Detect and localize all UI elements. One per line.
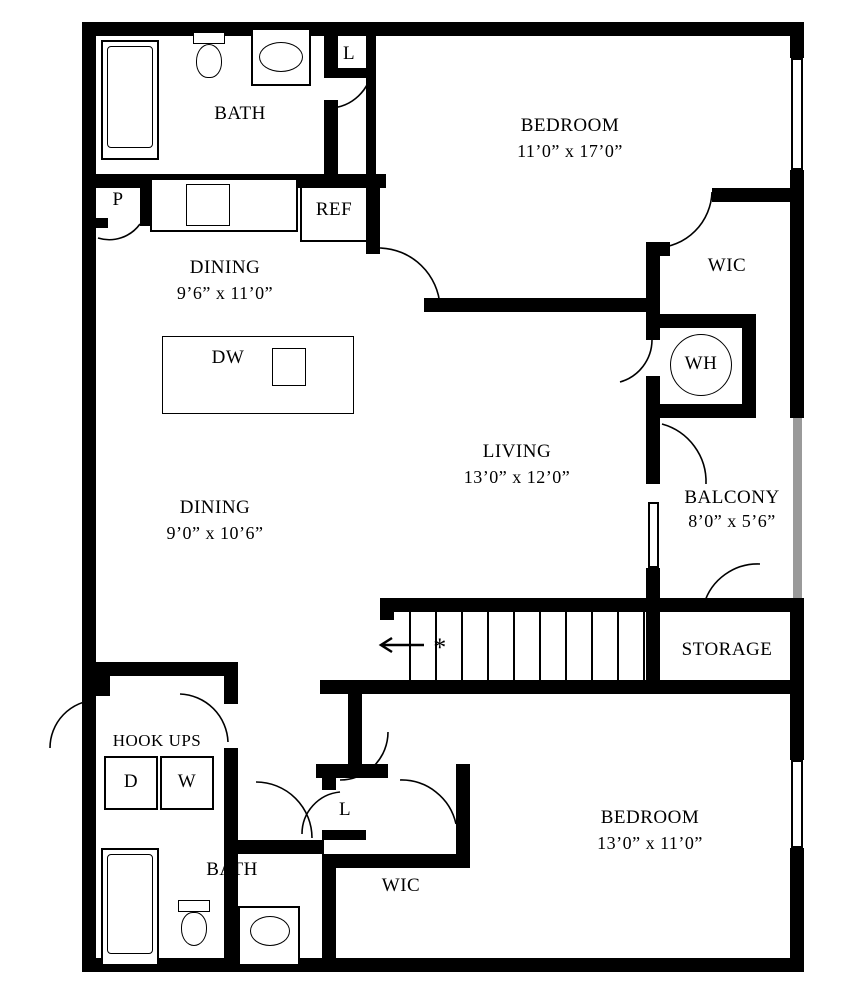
wall-living-top — [424, 298, 660, 312]
wall-balcony-bottom — [646, 598, 804, 612]
wall-hookups-top — [96, 662, 238, 676]
wall-bedroom-top-left — [366, 78, 376, 174]
bathtub-top-inner — [107, 46, 153, 148]
label-refrigerator: REF — [315, 199, 353, 220]
label-dining-lower-dim: 9’0” x 10’6” — [166, 523, 264, 543]
wall-bath-top-right-lower — [324, 100, 338, 180]
label-linen-top: L — [342, 43, 356, 64]
wall-hookups-left-door — [96, 662, 110, 696]
wall-stairs-left — [380, 598, 394, 620]
wall-pantry-bottom — [96, 218, 108, 228]
bathtub-bottom-inner — [107, 854, 153, 954]
label-balcony: BALCONY — [684, 487, 780, 508]
wall-wh-bottom — [646, 404, 756, 418]
wall-ref-right — [366, 174, 380, 188]
label-bedroom-top: BEDROOM — [520, 115, 620, 136]
label-dishwasher: DW — [211, 347, 245, 368]
wall-exterior-right-mid — [790, 170, 804, 418]
label-bath-bottom: BATH — [206, 859, 258, 880]
wall-bath-bottom-top — [238, 840, 324, 854]
label-hookups: HOOK UPS — [112, 731, 202, 750]
wall-exterior-right-bottom — [790, 848, 804, 972]
wall-wh-left — [646, 314, 660, 340]
wall-pantry-right — [140, 174, 150, 226]
wall-balcony-left-upper — [646, 418, 660, 484]
label-bedroom-bottom-dim: 13’0” x 11’0” — [597, 833, 703, 853]
label-bedroom-bottom: BEDROOM — [600, 807, 700, 828]
window-bedroom-bottom — [791, 760, 803, 848]
wall-exterior-right-lower — [790, 598, 804, 760]
label-wic-top: WIC — [707, 255, 747, 276]
window-bedroom-top — [791, 58, 803, 170]
wall-wic-top-corner — [646, 242, 670, 256]
dishwasher-island — [162, 336, 354, 414]
window-balcony-door — [648, 502, 659, 568]
wall-exterior-left — [82, 22, 96, 972]
wall-balcony-left-lower — [646, 568, 660, 602]
wall-linen-top-bottom — [324, 68, 372, 78]
wall-linen-bottom-top — [316, 764, 388, 778]
label-linen-bottom: L — [338, 799, 352, 820]
sink-bottom — [250, 916, 290, 946]
label-dining-lower: DINING — [179, 497, 251, 518]
wall-exterior-right-upper — [790, 22, 804, 58]
label-water-heater: WH — [684, 353, 718, 374]
label-washer: W — [177, 771, 197, 792]
label-pantry: P — [112, 189, 124, 210]
wall-stairs-leftlow — [320, 680, 334, 694]
label-living: LIVING — [482, 441, 552, 462]
label-bath-top: BATH — [214, 103, 266, 124]
label-dining-upper: DINING — [189, 257, 261, 278]
wall-wic-top-header — [712, 188, 790, 202]
wall-stairs-top — [380, 598, 662, 612]
wall-wic-bottom-right — [456, 764, 470, 862]
wall-storage-bottom — [646, 680, 804, 694]
wall-bedroom-bottom-left — [348, 694, 362, 766]
wall-hookups-right — [224, 662, 238, 704]
wall-linen-bottom-right — [322, 830, 366, 840]
label-wic-bottom: WIC — [381, 875, 421, 896]
wall-wh-left2 — [646, 376, 660, 418]
wall-exterior-top — [82, 22, 804, 36]
toilet-bottom-tank — [178, 900, 210, 912]
wall-wic-bottom-left — [322, 854, 336, 972]
wall-wh-right — [742, 314, 756, 404]
toilet-top-bowl — [196, 44, 222, 78]
label-dryer: D — [123, 771, 139, 792]
label-dining-upper-dim: 9’6” x 11’0” — [176, 283, 274, 303]
wall-wic-bottom-bottom — [322, 854, 470, 868]
dishwasher-unit — [272, 348, 306, 386]
label-stair-marker: * — [433, 633, 447, 662]
wall-hookups-right2 — [224, 748, 238, 840]
wall-stairs-bottom — [320, 680, 662, 694]
cooktop — [186, 184, 230, 226]
label-bedroom-top-dim: 11’0” x 17’0” — [517, 141, 623, 161]
sink-top — [259, 42, 303, 72]
toilet-top-tank — [193, 32, 225, 44]
wall-exterior-bottom — [82, 958, 804, 972]
label-balcony-dim: 8’0” x 5’6” — [688, 511, 776, 531]
toilet-bottom-bowl — [181, 912, 207, 946]
label-living-dim: 13’0” x 12’0” — [463, 467, 571, 487]
label-storage: STORAGE — [681, 639, 773, 660]
wall-wh-top — [646, 314, 754, 328]
wall-kitchen-angle-v — [366, 232, 380, 254]
